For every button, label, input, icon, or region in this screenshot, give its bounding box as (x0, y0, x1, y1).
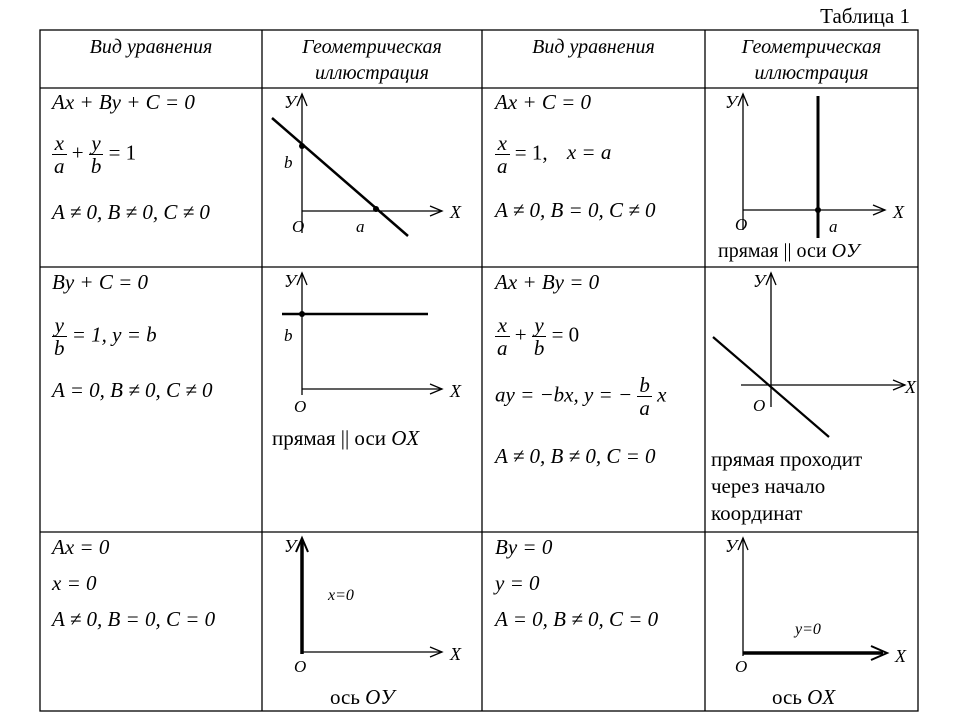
denominator: a (497, 154, 508, 178)
line-equation-label: x=0 (328, 587, 354, 604)
y-axis-label: У (725, 536, 738, 556)
graph-vertical-line (705, 88, 918, 238)
denominator: a (639, 396, 650, 420)
y-axis-label: У (284, 92, 297, 112)
header-geometric-illustration-1 (262, 34, 482, 86)
header-geometric-illustration-2 (705, 34, 918, 86)
origin-label: O (294, 657, 307, 676)
x-axis-label: X (450, 644, 461, 664)
graph-x-axis (705, 532, 918, 682)
equals-text: = 0 (551, 322, 580, 347)
numerator: y (52, 314, 67, 337)
slope-equation (495, 374, 666, 419)
header-line: иллюстрация (315, 62, 429, 84)
numerator: b (639, 373, 650, 397)
y-axis-label: У (753, 271, 766, 291)
caption-axis: OX (391, 426, 420, 450)
plus-sign: + (71, 140, 84, 165)
fraction (495, 314, 510, 359)
caption-oy-axis (330, 685, 394, 710)
condition-line: A = 0, B ≠ 0, C = 0 (495, 607, 659, 631)
caption-axis: OУ (365, 685, 395, 709)
origin-label: O (735, 215, 748, 234)
header-line: Геометрическая (741, 36, 882, 58)
numerator: x (495, 132, 510, 155)
caption-line: координат (711, 501, 803, 525)
fraction (637, 374, 652, 419)
table-caption: Таблица 1 (820, 4, 910, 28)
horizontal-line-equation (52, 314, 157, 359)
equation-line: x = 0 (52, 571, 97, 595)
caption-text: ось (772, 685, 808, 709)
equation-line: Ax = 0 (52, 535, 110, 559)
numerator: x (52, 132, 67, 155)
caption-parallel-ox (272, 426, 419, 451)
line-equation-label: y=0 (795, 621, 821, 638)
equals-text: = 1, y = b (71, 322, 157, 347)
origin-label: O (753, 396, 766, 415)
fraction (89, 132, 104, 177)
denominator: b (90, 154, 102, 178)
numerator: x (495, 314, 510, 337)
fraction (532, 314, 547, 359)
equation-line: y = 0 (495, 571, 540, 595)
caption-line: прямая проходит (711, 447, 863, 471)
caption-text: ось (330, 685, 366, 709)
origin-label: O (294, 397, 307, 416)
b-intercept-label: b (284, 153, 293, 172)
caption-axis: OX (807, 685, 836, 709)
header-line: иллюстрация (754, 62, 869, 84)
graph-slanted-line (262, 88, 482, 267)
x-axis-label: X (895, 646, 906, 666)
fraction (52, 132, 67, 177)
condition-line: A ≠ 0, B ≠ 0, C ≠ 0 (52, 200, 210, 224)
origin-label: O (292, 217, 305, 236)
origin-label: O (735, 657, 748, 676)
equals-text: = 1 (108, 140, 137, 165)
header-equation-type-1: Вид уравнения (89, 36, 213, 58)
x-axis-label: X (450, 381, 461, 401)
a-intercept-label: a (829, 217, 838, 236)
caption-axis: OУ (831, 240, 860, 262)
x-tail: x (657, 382, 667, 407)
caption-through-origin (711, 446, 862, 527)
equation-line: Ax + C = 0 (495, 90, 591, 114)
b-intercept-label: b (284, 326, 293, 345)
x-equals-a: x = a (566, 140, 612, 165)
equals-text: = 1, (514, 140, 548, 165)
header-line: Геометрическая (302, 36, 442, 58)
fraction (52, 314, 67, 359)
equation-line: By = 0 (495, 535, 553, 559)
graph-horizontal-line (262, 267, 482, 417)
condition-line: A ≠ 0, B = 0, C ≠ 0 (495, 198, 656, 222)
y-axis-label: У (284, 271, 297, 291)
condition-line: A = 0, B ≠ 0, C ≠ 0 (52, 378, 213, 402)
equation-line: By + C = 0 (52, 270, 148, 294)
caption-ox-axis (772, 685, 835, 710)
denominator: a (54, 154, 65, 178)
vertical-line-equation (495, 132, 611, 177)
x-axis-label: X (905, 377, 916, 397)
x-axis-label: X (450, 202, 461, 222)
intercept-equation (52, 132, 136, 177)
caption-text: прямая || оси (718, 240, 832, 262)
plus-sign: + (514, 322, 527, 347)
y-axis-label: У (284, 536, 297, 556)
numerator: y (89, 132, 104, 155)
graph-line-through-origin (705, 267, 918, 447)
denominator: b (54, 336, 65, 360)
equation-line: Ax + By + C = 0 (52, 90, 195, 114)
x-axis-label: X (893, 202, 904, 222)
condition-line: A ≠ 0, B ≠ 0, C = 0 (495, 444, 656, 468)
equation-line: Ax + By = 0 (495, 270, 600, 294)
a-intercept-label: a (356, 217, 365, 236)
graph-y-axis (262, 532, 482, 682)
denominator: a (497, 336, 508, 360)
y-axis-label: У (725, 92, 738, 112)
caption-text: прямая || оси (272, 426, 392, 450)
slope-text: ay = −bx, y = − (495, 382, 633, 407)
header-equation-type-2: Вид уравнения (532, 36, 655, 58)
numerator: y (532, 314, 547, 337)
caption-parallel-oy (718, 240, 860, 263)
caption-line: через начало (711, 474, 826, 498)
ratio-equation (495, 314, 579, 359)
condition-line: A ≠ 0, B = 0, C = 0 (52, 607, 216, 631)
denominator: b (533, 336, 545, 360)
fraction (495, 132, 510, 177)
